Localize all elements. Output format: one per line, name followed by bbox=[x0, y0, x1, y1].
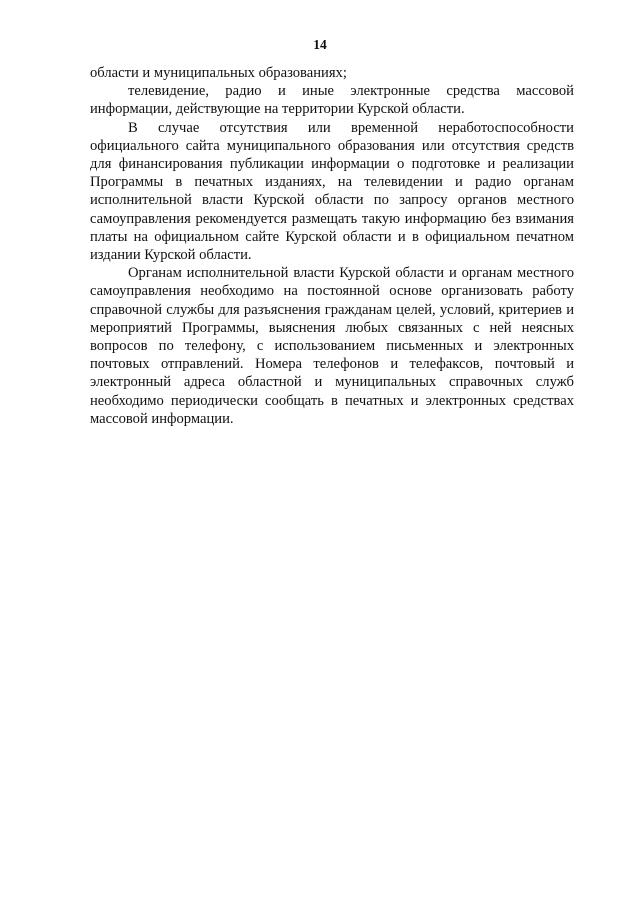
document-body bbox=[90, 64, 574, 428]
paragraph-help-service: Органам исполнительной власти Курской области и органам местного самоуправления необходимо на постоянной основе организовать работу справочной службы для разъяснения гражданам целей, условий, критериев и мероприятий Программы, выяснения любых связанных с ней неясных вопросов по телефону, с использованием письменных и электронных почтовых отправлений. Номера телефонов и телефаксов, почтовый и электронный адреса областной и муниципальных справочных служб необходимо периодически сообщать в печатных и электронных средствах массовой информации. bbox=[90, 265, 574, 427]
page-number: 14 bbox=[313, 37, 327, 52]
paragraph-site-unavailable: В случае отсутствия или временной неработоспособности официального сайта муниципального образования или отсутствия средств для финансирования публикации информации о подготовке и реализации Программы в печатных изданиях, на телевидении и радио органам исполнительной власти Курской области по запросу органов местного самоуправления рекомендуется размещать такую информацию без взимания платы на официальном сайте Курской области и в официальном печатном издании Курской области. bbox=[90, 119, 574, 264]
paragraph-television: телевидение, радио и иные электронные средства массовой информации, действующие на территории Курской области. bbox=[90, 83, 574, 118]
paragraph-continuation: области и муниципальных образованиях; bbox=[90, 65, 347, 81]
